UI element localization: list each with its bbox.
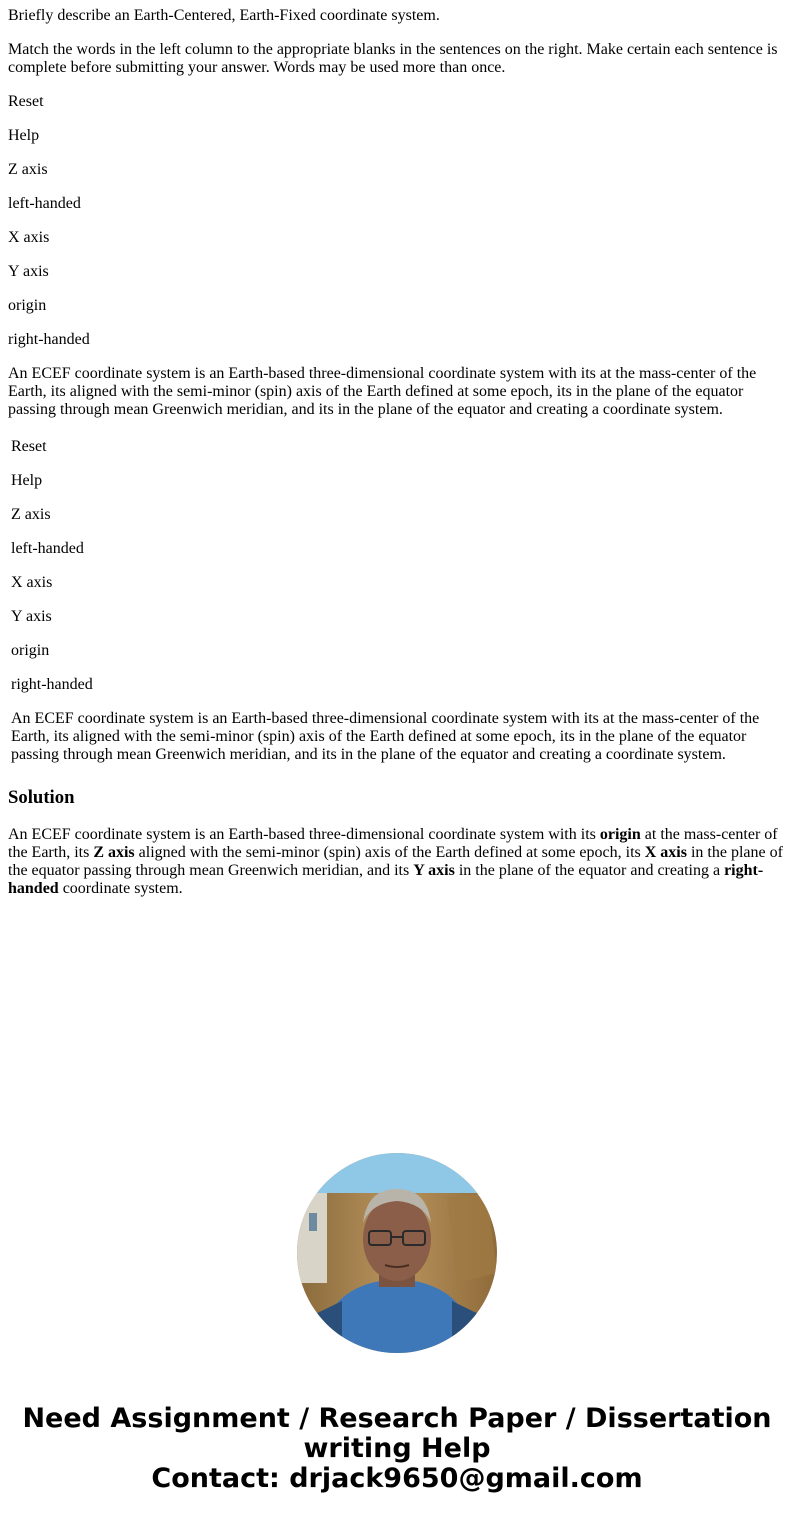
word-option[interactable]: Y axis (8, 263, 49, 280)
instructions: Match the words in the left column to the appropriate blanks in the sentences on the right. Make certain each sentence is complete before submitting your answer. Words may be used more than once. (8, 41, 778, 76)
solution-text-part: An ECEF coordinate system is an Earth-based three-dimensional coordinate system with its (8, 826, 600, 843)
solution-text-part: at the mass-center of the Earth, its (8, 826, 778, 861)
word-option[interactable]: left-handed (11, 540, 84, 557)
word-option[interactable]: origin (8, 297, 47, 314)
word-option[interactable]: left-handed (8, 195, 81, 212)
reset-button[interactable]: Reset (11, 438, 47, 455)
footer-banner (0, 1404, 794, 1494)
author-photo (297, 1153, 497, 1353)
question-title: Briefly describe an Earth-Centered, Earth-Fixed coordinate system. (8, 7, 440, 24)
word-option[interactable]: X axis (8, 229, 50, 246)
word-option[interactable]: Z axis (8, 161, 48, 178)
answer-y-axis: Y axis (413, 862, 455, 879)
solution-text-part: in the plane of the equator and creating a (454, 862, 725, 879)
word-option[interactable]: Y axis (11, 608, 52, 625)
footer-line: writing Help (303, 1433, 491, 1464)
author-portrait-image (297, 1153, 497, 1353)
answer-x-axis: X axis (644, 844, 687, 861)
footer-line: Need Assignment / Research Paper / Dissertation (22, 1403, 772, 1434)
answer-right-handed: right-handed (8, 862, 764, 897)
help-button[interactable]: Help (11, 472, 43, 489)
word-option[interactable]: Z axis (11, 506, 51, 523)
answer-z-axis: Z axis (93, 844, 135, 861)
word-option[interactable]: right-handed (8, 331, 90, 348)
solution-text-part: in the plane of the equator passing through mean Greenwich meridian, and its (8, 844, 783, 879)
reset-button[interactable]: Reset (8, 93, 44, 110)
solution-text (8, 826, 786, 898)
word-option[interactable]: origin (11, 642, 50, 659)
help-button[interactable]: Help (8, 127, 40, 144)
solution-text-part: coordinate system. (58, 880, 183, 897)
footer-contact[interactable]: Contact: drjack9650@gmail.com (151, 1463, 643, 1494)
sentence-with-blanks: An ECEF coordinate system is an Earth-based three-dimensional coordinate system with its at the mass-center of the Earth, its aligned with the semi-minor (spin) axis of the Earth defined at some epoch, its in the plane of the equator passing through mean Greenwich meridian, and its in the plane of the equator and creating a coordinate system. (11, 710, 760, 763)
solution-heading: Solution (8, 787, 75, 808)
answer-origin: origin (599, 826, 641, 843)
solution-text-part: aligned with the semi-minor (spin) axis of the Earth defined at some epoch, its (134, 844, 645, 861)
word-option[interactable]: X axis (11, 574, 53, 591)
word-option[interactable]: right-handed (11, 676, 93, 693)
sentence-with-blanks: An ECEF coordinate system is an Earth-based three-dimensional coordinate system with its at the mass-center of the Earth, its aligned with the semi-minor (spin) axis of the Earth defined at some epoch, its in the plane of the equator passing through mean Greenwich meridian, and its in the plane of the equator and creating a coordinate system. (8, 365, 757, 418)
